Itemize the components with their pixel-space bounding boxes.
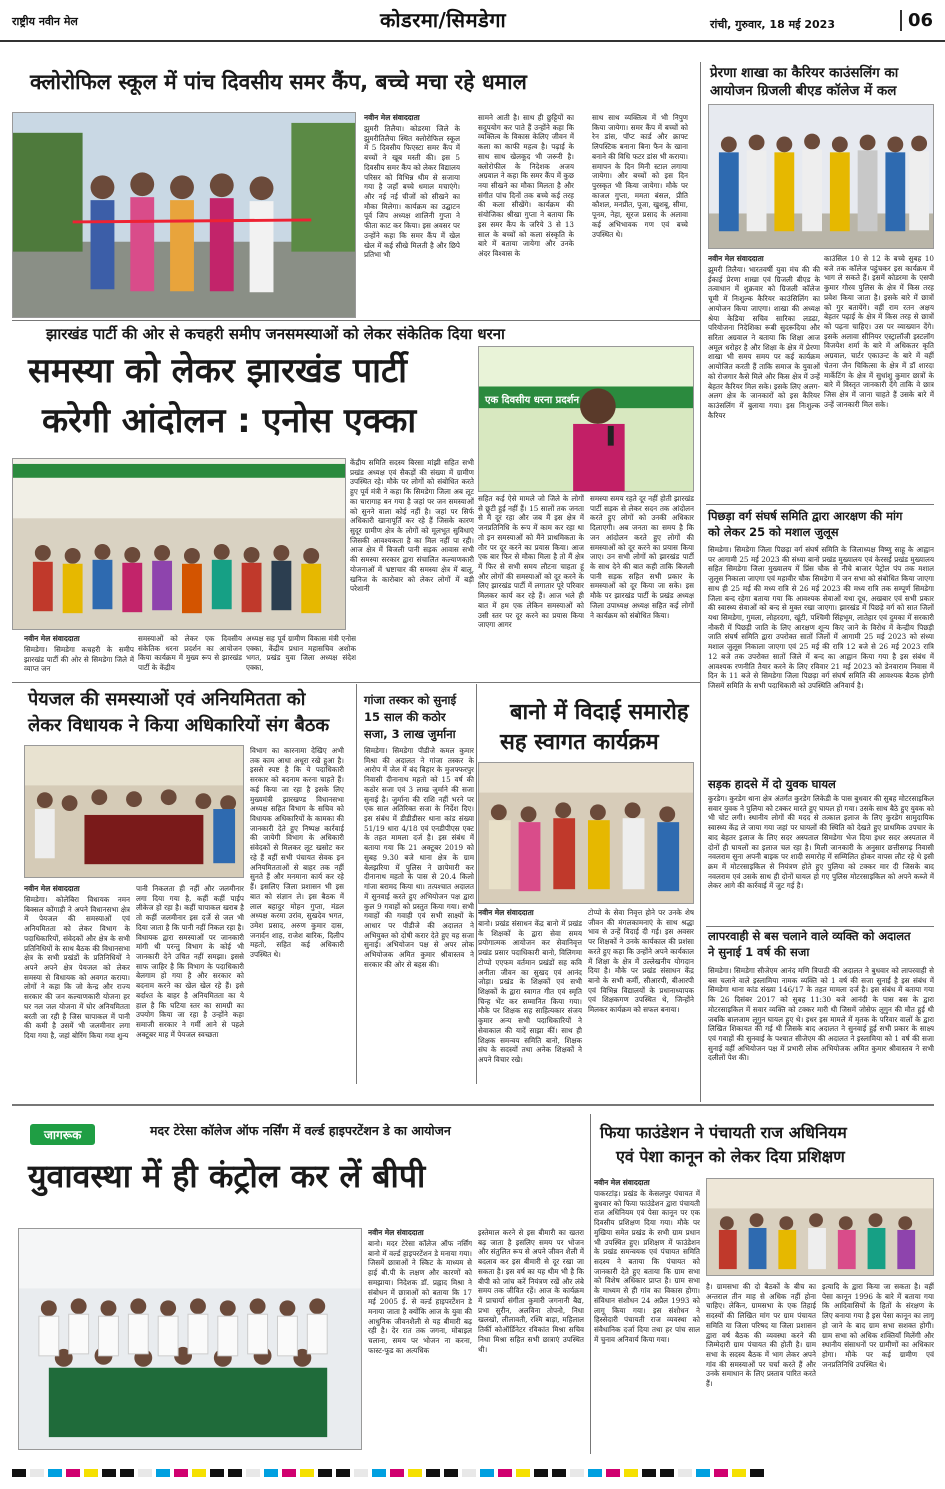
- color-swatch: [516, 1469, 530, 1477]
- color-swatch: [318, 1469, 332, 1477]
- color-swatch: [426, 1469, 440, 1477]
- story2-column-a: सिमडेगा। सिमडेगा कचहरी के समीप झारखंड पार्टी की ओर से सिमडेगा जिले में व्याप्त जन: [24, 645, 134, 674]
- story9-headline-line1: बानो में विदाई समारोह: [510, 700, 689, 725]
- color-swatch: [84, 1469, 98, 1477]
- color-swatch: [624, 1469, 638, 1477]
- color-swatch: [138, 1469, 152, 1477]
- color-swatch: [66, 1469, 80, 1477]
- story8-headline-line1: गांजा तस्कर को सुनाई: [364, 693, 457, 707]
- story8-body: सिमडेगा। सिमडेगा पीडीजे कमल कुमार मिश्रा की अदालत ने गांजा तस्कर के आरोप में जेल में बंद बिहार के मुजफ्फरपुर निवासी दीनानाथ महतो को 15 वर्ष की कठोर सजा एवं 3 लाख जुर्माने की सजा सुनाई है। जुर्माना की राशि नहीं भरने पर एक साल अतिरिक्त सजा के निर्देश दिए। इस संबंध में डीडीडीसर थाना कांड संख्या 51/19 धारा 4/18 एवं एनडीपीएस एक्ट के तहत मामला दर्ज है। इस संबंध में बताया गया कि 21 अक्टूबर 2019 को सुबह 9.30 बजे थाना क्षेत्र के ग्राम बेलझरिया में पुलिस ने छापेमारी कर दीनानाथ महतो के पास से 20.4 किलो गांजा बरामद किया था। तत्पश्चात अदालत में सुनवाई करते हुए अभियोजन पक्ष द्वारा कुल 9 गवाहों को प्रस्तुत किया गया। सभी गवाहों की गवाही एवं सभी साक्ष्यों के आधार पर पीडीजे की अदालत ने अभियुक्त को दोषी करार देते हुए यह सजा सुनाई। अभियोजन पक्ष से अपर लोक अभियोजक अमित कुमार श्रीवास्तव ने सरकार की ओर से बहस की।: [364, 746, 474, 969]
- story1-column-2: सामने आती है। साथ ही छुट्टियों का सदुपयोग कर पाते हैं उन्होंने कहा कि व्यक्तित्व के विकास केलिए जीवन में कला का काफी महत्व है। पढ़ाई के साथ साथ खेलकूद भी जरूरी है। क्लोरोफील के निदेशक अजय अग्रवाल ने कहा कि समर कैंप में कुछ नया सीखने का मौका मिलता है और संगीत पांच दिनों तक बच्चे कई तरह की कला सीखेंगे। कार्यक्रम की संयोजिका श्रीखा गुप्ता ने बताया कि इस समर कैंप के जरिये 3 से 13 साल के बच्चों को कला संस्कृति के बारे में बताया जायेगा और उनके अंदर विश्वास के: [478, 113, 574, 259]
- right-rule-1: [706, 504, 934, 505]
- story3-headline-line1: प्रेरणा शाखा का कैरियर काउंसलिंग का: [710, 65, 899, 81]
- color-swatch: [570, 1469, 584, 1477]
- story9-headline-line2: सह स्वागत कार्यक्रम: [500, 730, 659, 755]
- story2-photo-crowd: [12, 458, 346, 630]
- bottom-column-rule: [590, 1114, 591, 1454]
- story11-byline: नवीन मेल संवाददाता: [594, 1178, 650, 1187]
- story6-headline-line2: ने सुनाई 1 वर्ष की सजा: [708, 945, 810, 959]
- story2-column-c: अध्यक्ष सह पूर्व ग्रामीण विकास मंत्री एनोस एक्का, केंद्रीय प्रधान महासचिव अशोक भगत, प्रखंड युवा जिला अध्यक्ष संदेश एक्का,: [246, 634, 356, 673]
- masthead: [0, 0, 945, 42]
- story10-column-2: इस्तेमाल करने से इस बीमारी का खतरा बढ़ जाता है इसलिए समय पर भोजन और संतुलित रूप से अपने जीवन शैली में बदलाव कर इस बीमारी से दूर रखा जा सकता है। इस वर्ष का यह थीम भी है कि बीपी को जांच करें नियंत्रण रखें और लंबे समय तक जीवित रहें। आज के कार्यक्रम में प्राचार्या संगीता कुमारी जगनानी बैद्य, प्रभा सुरीन, अलविना तोपनो, निधा खलखो, लीलावती, रश्मि बाड़ा, महिलाल तिर्की कोऑर्डिनेटर रविकांत मिश्रा सचिव निधा मिश्रा सहित सभी छात्राएं उपस्थित थी।: [478, 1228, 584, 1354]
- color-swatch: [120, 1469, 134, 1477]
- story7-byline: नवीन मेल संवाददाता: [24, 884, 80, 893]
- story9-photo: [478, 762, 694, 904]
- story9-column-2: टोप्पो के सेवा निवृत्त होने पर उनके शेष जीवन की मंगलकामनाएं के साथ श्रद्धा भाव से उन्हें विदाई दी गई। इस अवसर पर शिक्षकों ने उनके कार्यकाल की प्रशंसा करते हुए कहा कि उन्होंने अपने कार्यकाल में शिक्षा के क्षेत्र में उल्लेखनीय योगदान दिया है। मौके पर प्रखंड संसाधन केंद्र बानो के सभी कर्मी, सीआरपी, बीआरपी एवं विभिन्न विद्यालयों के प्रधानाध्यापक एवं शिक्षकगण उपस्थित थे, जिन्होंने मिलकर कार्यक्रम को सफल बनाया।: [588, 908, 694, 1015]
- story3-photo: [708, 104, 934, 249]
- story11-headline-line2: एवं पेशा कानून को लेकर दिया प्रशिक्षण: [616, 1147, 845, 1166]
- story4-headline-line1: पिछड़ा वर्ग संघर्ष समिति द्वारा आरक्षण की मांग: [708, 509, 903, 523]
- story1-headline: क्लोरोफिल स्कूल में पांच दिवसीय समर कैंप, बच्चे मचा रहे धमाल: [30, 70, 527, 94]
- row-rule-1: [12, 320, 700, 321]
- color-swatch: [732, 1469, 746, 1477]
- section-title: कोडरमा/सिमडेगा: [380, 8, 507, 32]
- color-swatch: [246, 1469, 260, 1477]
- row-rule-2: [12, 682, 700, 683]
- story2-headline-line1: समस्या को लेकर झारखंड पार्टी: [28, 351, 407, 391]
- story10-photo: [18, 1228, 362, 1450]
- color-swatch: [210, 1469, 224, 1477]
- color-swatch: [102, 1469, 116, 1477]
- color-swatch: [444, 1469, 458, 1477]
- story2-column-f: समस्या समय रहते दूर नहीं होती झारखंड पार्टी सड़क से लेकर सदन तक आंदोलन करते हुए लोगों को उनकी अधिकार दिलाएगी। अब जनता का समय है कि जन आंदोलन करते हुए लोगों की समस्याओं को दूर करने का प्रयास किया जाए। उन सभी लोगों को झारखंड पार्टी के साथ देने की बात कही ताकि बिजली पानी सड़क सहित सभी प्रकार के समस्याओं को दूर किया जा सके। इस मौके पर झारखंड पार्टी के प्रखंड अध्यक्ष जिला उपाध्यक्ष अध्यक्ष सहित कई लोगों ने कार्यक्रम को संबोधित किया।: [590, 494, 694, 620]
- column-rule-mid-left: [356, 684, 357, 1084]
- color-swatch: [228, 1469, 242, 1477]
- color-swatch: [282, 1469, 296, 1477]
- story11-photo: [706, 1178, 934, 1276]
- right-rule-2: [706, 926, 934, 927]
- story2-column-b: समस्याओं को लेकर एक दिवसीय संकेतिक धरना प्रदर्शन का आयोजन किया कार्यक्रम में मुख्य रूप से झारखंड पार्टी के केंद्रीय: [138, 634, 242, 673]
- story2-column-d: केंद्रीय समिति सदस्य बिरसा मांझी सहित सभी प्रखंड अध्यक्ष एवं सैकड़ों की संख्या में ग्रामीण उपस्थित रहे। मौके पर लोगों को संबोधित करते हुए पूर्व मंत्री ने कहा कि सिमडेगा जिला अब लूट का चारागाह बन गया है जहां पर जन समस्याओं को सुनने वाला कोई नहीं है। जहां पर सिर्फ अधिकारी खानापूर्ति कर रहे हैं जिसके कारण सुदूर ग्रामीण क्षेत्र के लोगों को मूलभूत सुविधाएं जिसकी आवश्यकता है का मिल नहीं पा रही। आज क्षेत्र में बिजली पानी सड़क आवास सभी की समस्या सरकार द्वारा संचालित कल्याणकारी योजनाओं में भ्रष्टाचार की समस्या क्षेत्र में बालू, खनिज के कारोबार को लेकर लोगों में बड़ी परेशानी: [350, 458, 474, 594]
- page-number: 06: [900, 10, 933, 31]
- story7-photo: [24, 745, 244, 878]
- story7-headline-line1: पेयजल की समस्याओं एवं अनियमितता को: [28, 689, 306, 710]
- color-swatch: [534, 1469, 548, 1477]
- story6-body: सिमडेगा। सिमडेगा सीजेएम आनंद मणि त्रिपाठी की अदालत ने बुधवार को लापरवाही से बस चलाने वाले इस्लामिया नामक व्यक्ति को 1 वर्ष की सजा सुनाई है इस संबंध में सिमडेगा थाना कांड संख्या 146/17 के तहत मामला दर्ज है। इस संबंध में बताया गया कि 26 दिसंबर 2017 को सुबह 11:30 बजे आनंदी के पास बस के द्वारा मोटरसाइकिल में सवार व्यक्ति को टक्कर मारी थी जिसमें जोसेफ लूगुन की मौत हुई थी जबकि बालजाम लूगुन घायल हुए थे। इधर इस मामले में मृतक के परिवार वालों के द्वारा लिखित शिकायत की गई थी जिसके बाद अदालत ने सुनवाई हुई सभी प्रकार के साक्ष्य एवं गवाहों की सुनवाई के पश्चात सीजेएम की अदालत ने इस्लामिया को 1 वर्ष की सजा सुनाई वहीं अभियोजन पक्ष में प्रभारी लोक अभियोजक अमित कुमार श्रीवास्तव ने सभी दलीलों पेश की।: [708, 966, 934, 1063]
- registration-color-strip: [12, 1468, 932, 1478]
- color-swatch: [156, 1469, 170, 1477]
- story5-body: कुरडेग। कुरडेग थाना क्षेत्र अंतर्गत कुरडेग लिकेडी के पास बुधवार की सुबह मोटरसाइकिल सवार युवक ने पुलिया को टक्कर मारते हुए घायल हो गया। उसके साथ बैठे हुए युवक को भी चोट लगी। स्थानीय लोगों की मदद से तत्काल इलाज के लिए कुरडेग सामुदायिक स्वास्थ्य केंद्र ले जाया गया जहां पर घायलों की स्थिति को देखते हुए प्राथमिक उपचार के बाद बेहतर इलाज के लिए सदर अस्पताल सिमडेगा भेज दिया इधर सदर अस्पताल में दोनों ही घायलों का इलाज चल रहा है। मिली जानकारी के अनुसार छत्तीसगढ़ निवासी नवलराम सुना अपनी बाइक पर शादी समारोह में सम्मिलित होकर वापस लौट रहे थे इसी क्रम में मोटरसाइकिल से नियंत्रण होते हुए पुलिया को टक्कर मार दी जिसके बाद नवलराम एवं उसके साथ ही दोनों घायल हो गए पुलिस मोटरसाइकिल को अपने कब्जे में लेकर आगे की कार्रवाई में जुट गई है।: [708, 794, 934, 891]
- story2-kicker: झारखंड पार्टी की ओर से कचहरी समीप जनसमस्याओं को लेकर संकेतिक दिया धरना: [46, 325, 505, 343]
- story7-headline-line2: लेकर विधायक ने किया अधिकारियों संग बैठक: [28, 715, 330, 736]
- column-rule-mid-right: [476, 684, 477, 1084]
- color-swatch: [480, 1469, 494, 1477]
- story3-headline-line2: आयोजन ग्रिजली बीएड कॉलेज में कल: [710, 83, 897, 99]
- story1-column-1: झुमरी तिलैया। कोडरमा जिले के झुमरीतिलैया स्थित क्लोरोफिल स्कूल में 5 दिवसीय फिएस्टा समर कैंप में बच्चों ने खूब मस्ती की। इस 5 दिवसीय समर कैंप को लेकर विद्यालय परिसर को विभिन्न थीम से सजाया गया है जहाँ बच्चे धमाल मचाएंगे। और नई नई चीजों को सीखने का मौका मिलेगा। कार्यक्रम का उद्घाटन पूर्व जिप अध्यक्ष शालिनी गुप्ता ने फीता काट कर किया। इस अवसर पर उन्होंने कहा कि समर कैंप में खेल खेल में कई सीखे मिलती है और छिपे प्रतिभा भी: [364, 124, 460, 260]
- story7-column-2: पानी निकलता ही नहीं और जलमीनार लगा दिया गया है, कहीं कहीं पाईप लीकेज हो रहा है। कहीं चापाकल खराब है तो कहीं जलमीनार इस दर्जे से जल भी दिया जाता है कि पानी नहीं निकल रहा है। विधायक द्वारा समस्याओं पर जानकारी मांगी थी परन्तु विभाग के कोई भी जानकारी देने उचित नहीं समझा। इससे साफ जाहिर है कि विभाग के पदाधिकारी बेलगाम हो गया है और सरकार को बदनाम करने का खेल खेल रहे हैं। इसे बर्दाश्त के बाहर है अनियमितता का ये हाल है कि घटिया स्तर का सामग्री का उपयोग किया जा रहा है उन्होंने कहा समाजी सरकार ने गर्मी आने से पहले अक्टूबर माह में पेयजल स्वच्छता: [136, 884, 244, 1039]
- story3-byline: नवीन मेल संवाददाता: [708, 254, 764, 263]
- color-swatch: [192, 1469, 206, 1477]
- story1-byline: नवीन मेल संवाददाता: [364, 113, 420, 122]
- color-swatch: [660, 1469, 674, 1477]
- story4-headline-line2: को लेकर 25 को मशाल जुलूस: [708, 525, 839, 539]
- color-swatch: [48, 1469, 62, 1477]
- story10-byline: नवीन मेल संवाददाता: [368, 1228, 424, 1237]
- story5-headline: सड़क हादसे में दो युवक घायल: [708, 777, 836, 791]
- color-swatch: [462, 1469, 476, 1477]
- story10-kicker: मदर टेरेसा कॉलेज ऑफ नर्सिंग में वर्ल्ड हाइपरटेंशन डे का आयोजन: [150, 1123, 451, 1138]
- story2-photo-speaker: [478, 346, 694, 492]
- story11-column-2: है। ग्रामसभा की दो बैठकों के बीच का अन्तराल तीन माह से अधिक नहीं होना चाहिए। लेकिन, ग्रामसभा के एक तिहाई सदस्यों की लिखित मांग पर ग्राम पंचायत समिति या जिला परिषद या जिला प्रशासन द्वारा वर्ष बैठक की व्यवस्था करने की जिम्मेदारी ग्राम पंचायत की होती है। ग्राम सभा के सदस्य बैठक में भाग लेकर अपने गांव की समस्याओं पर चर्चा करते हैं और उनके समाधान के लिए प्रस्ताव पारित करते हैं।: [706, 1282, 816, 1389]
- column-rule-right: [700, 62, 701, 1102]
- story4-body: सिमडेगा। सिमडेगा जिला पिछड़ा वर्ग संघर्ष समिति के जिलाध्यक्ष विष्णु साहू के आह्वान पर आगामी 25 मई 2023 की संध्या बानो प्रखंड मुख्यालय एवं केरसई प्रखंड मुख्यालय सहित सिमडेगा जिला मुख्यालय में प्रिंस चौक से नीचे बाजार पेट्रोल पंप तक मशाल जुलूस निकाला जाएगा एवं महावीर चौक सिमडेगा में जन सभा को संबोधित किया जाएगा साथ ही 25 मई की मध्य रात्रि से 26 मई 2023 की मध्य रात्रि तक सम्पूर्ण सिमडेगा जिला बन्द रहेगा बताया गया कि आवश्यक सेवाओं यथा दूध, अखबार एवं सभी प्रकार की स्वास्थ्य सेवाओं को बन्द से मुक्त रखा जाएगा। झारखंड में पिछड़े वर्ग को सात जिलों यथा सिमडेगा, गुमला, लोहरदगा, खूंटी, पश्चिमी सिंहभूम, लातेहार एवं दुमका में सरकारी नौकरी में पिछड़ी जाति के लिए आरक्षण शून्य किए जाने के विरोध में केन्द्रीय पिछड़ी जाति संघर्ष समिति द्वारा उपरोक्त सातों जिलों में आगामी 25 मई 2023 को संध्या मशाल जुलूस निकाला जाएगा एवं 25 मई की रात्रि 12 बजे से 26 मई 2023 रात्रि 12 बजे तक उपरोक्त सातों जिले में बन्द का आह्वान किया गया है इस संबंध में आवश्यक रणनीति तैयार करने के लिए रविवार 21 मई 2023 को डेनवाराम निवास में दिन के 11 बजे से सिमडेगा जिला पिछड़ा वर्ग संघर्ष समिति की आवश्यक बैठक होगी जिसमें समिति के सभी पदाधिकारी को उपस्थिति अनिवार्य है।: [708, 545, 934, 691]
- story11-column-1: पाकरटांड़। प्रखंड के केसलपुर पंचायत में बुधवार को फिया फाउंडेशन द्वारा पंचायती राज अधिनियम एवं पेसा कानून पर एक दिवसीय प्रशिक्षण दिया गया। मौके पर मुखिया समेत प्रखंड के सभी ग्राम प्रधान भी उपस्थित हुए। प्रशिक्षण में फाउंडेशन के प्रखंड समन्वयक एवं पंचायत समिति सदस्य ने बताया कि पंचायत को जानकारी देते हुए बताया कि ग्राम सभा को विशेष अधिकार प्राप्त है। ग्राम सभा के माध्यम से ही गांव का विकास होगा। संविधान संशोधन 24 अप्रैल 1993 को लागू किया गया। इस संशोधन ने हिस्सेदारी पंचायती राज व्यवस्था को संवैधानिक दर्जा दिया तथा हर पांच साल में चुनाव अनिवार्य किया गया।: [594, 1189, 700, 1344]
- color-swatch: [336, 1469, 350, 1477]
- color-swatch: [678, 1469, 692, 1477]
- color-swatch: [588, 1469, 602, 1477]
- story2-headline-line2: करेगी आंदोलन : एनोस एक्का: [42, 401, 417, 441]
- color-swatch: [642, 1469, 656, 1477]
- story7-column-1: सिमडेगा। कोलेबिरा विधायक नमन बिक्सल कोंगाड़ी ने अपने विधानसभा क्षेत्र में पेयजल की समस्याओं एवं अनियमितता को लेकर विभाग के पदाधिकारियों, संवेदकों और क्षेत्र के सभी प्रतिनिधियों के साथ बैठक की विधानसभा क्षेत्र के सभी प्रखंडों के प्रतिनिधियों ने अपने अपने क्षेत्र पेयजल को लेकर समस्या से विधायक को अवगत कराया। लोगों ने कहा कि जो केन्द्र और राज्य सरकार की जन कल्याणकारी योजना हर घर नल जल योजना में घोर अनियमितता बरती जा रही है जिस चापाकल में पानी की कमी है उसमें भी जलमीनार लगा दिया गया है, जहां बोरिंग किया गया शुन्य: [24, 895, 130, 1041]
- story9-column-1: बानो। प्रखंड संसाधन केंद्र बानो में प्रखंड के शिक्षकों के द्वारा सेवा समय प्रयोगात्मक आयोजन कर सेवानिवृत्त प्रखंड प्रसार पदाधिकारी बानो, विलिगमा टोप्पो एएफम वर्तमान प्रखंडों सह कवि अनीता जीवन का सुखद एवं आनंद जोड़ा। प्रखंड के शिक्षकों एवं सभी शिक्षकों के द्वारा स्वागत गीत एवं स्मृति चिन्ह भेंट कर सम्मानित किया गया। मौके पर शिक्षक सह साहित्यकार संजय कुमार अन्य सभी पदाधिकारियों ने सेवाकाल की यादें साझा कीं। साथ ही शिक्षक समन्वय समिति बानो, शिक्षक संघ के सदस्यों तथा अनेक शिक्षकों ने अपने विचार रखे।: [478, 919, 582, 1065]
- color-swatch: [606, 1469, 620, 1477]
- story3-column-1: झुमरी तिलैया। भारतवर्षी युवा मंच की की ईकाई प्रेरणा शाखा एवं ग्रिजली बीएड के तत्वाधान में शुक्रवार को ग्रिजली कॉलेज चूमी में निःशुल्क कैरियर काउंसिलिंग का आयोजन किया जाएगा। शाखा की अध्यक्ष श्रेया केडिया सचिव सारिका लडढा, परियोजना निदेशिका रूबी सुदरूदिया और सरिता अग्रवाल ने बताया कि शिक्षा आज अमूल धरोहर है और शिक्षा के क्षेत्र में प्रेरणा शाखा भी समय समय पर कई कार्यक्रम आयोजित करती हैं ताकि समाज के युवाओं को रोजगार कैसे मिले और किस क्षेत्र में उन्हें बेहतर कैरियर मिल सके। इसके लिए अलग-अलग क्षेत्र के जानकारों को इस कैरियर काउंसलिंग में बुलाया गया। इस निःशुल्क कैरियर: [708, 265, 820, 420]
- color-swatch: [498, 1469, 512, 1477]
- story7-column-3: विभाग का कारनामा देखिए अभी तक काम आधा अधूरा रखे हुआ है। इससे स्पष्ट है कि ये पदाधिकारी सरकार को बदनाम करना चाहते हैं। कई किया जा रहा है इसके लिए मुख्यमंत्री झारखण्ड विधानसभा अध्यक्ष सहित विभाग के सचिव को विधायक अधिकारियों के कामका की जानकारी देते हुए निष्पक्ष कार्रवाई की जायेगी विभाग के अधिकारी संवेदकों से मिलकर लूट खसोट कर रहे हैं वहीं सभी पंचायत सेवक इन अनियमितताओं से बाहर तक नहीं सुनते हैं और मनमाना कार्य कर रहे हैं। इसलिए जिला प्रशासन भी इस बात को संज्ञान ले। इस बैठक में लाल बहादुर मोहन गुप्ता, मंडल अध्यक्ष करमा उरांव, सुखदेव भगत, उमेश प्रसाद, अरुण कुमार दास, जनार्दन शाह, राजेश बारिक, दिलीप महतो, सहित कई अधिकारी उपस्थित थे।: [250, 746, 344, 960]
- row-rule-3: [12, 1104, 934, 1106]
- story3-column-2: काउंसिल 10 से 12 के बच्चे सुबह 10 बजे तक कॉलेज पहुंचकर इस कार्यक्रम में भाग ले सकते हैं। इसमें कोडरमा के एसपी कुमार गौरव पुलिस के क्षेत्र में किस तरह प्रवेश किया जाता है। इसके बारे में छात्रों को गुर बतायेंगे। वहीं राम रतन अक्षय बेहतर पढ़ाई के क्षेत्र में किस तरह से छात्रों को पढ़ना चाहिए। उस पर व्याख्यान देंगे। इसके अलावा सीनियर एस्ट्रालॉजी इस्टलॉग विजयेश शर्मा के बारे में अधिकतर कृति अग्रवाल, चार्टर एकाउन्ट के बारे में वहीं चेतना जैन चिकित्सा के क्षेत्र में डॉ शारदा मार्केटिंग के क्षेत्र में सुधांशु कुमार छात्रों के बारे में विस्तृत जानकारी देंगे ताकि वे छात्र जिस क्षेत्र में जाना चाहते हैं उसके बारे में उन्हें जानकारी मिल सके।: [824, 254, 934, 409]
- color-swatch: [354, 1469, 368, 1477]
- color-swatch: [12, 1469, 26, 1477]
- color-swatch: [696, 1469, 710, 1477]
- story8-headline-line3: सजा, 3 लाख जुर्माना: [364, 727, 456, 741]
- newspaper-brand: राष्ट्रीय नवीन मेल: [12, 15, 78, 28]
- color-swatch: [30, 1469, 44, 1477]
- color-swatch: [750, 1469, 764, 1477]
- color-swatch: [552, 1469, 566, 1477]
- story2-banner-text: एक दिवसीय धरना प्रदर्शन: [485, 395, 579, 406]
- story11-column-3: इत्यादि के द्वारा किया जा सकता है। वहीं पेसा कानून 1996 के बारे में बताया गया कि आदिवासियों के हितों के संरक्षण के लिए बनाया गया है इस पेसा कानून का लागू हो जाने के बाद ग्राम सभा सशक्त होगी। ग्राम सभा को अधिक शक्तियाँ मिलेंगी और स्थानीय संसाधनों पर ग्रामीणों का अधिकार होगा। मौके पर कई ग्रामीण एवं जनप्रतिनिधि उपस्थित थे।: [822, 1282, 934, 1369]
- dateline: रांची, गुरुवार, 18 मई 2023: [710, 18, 835, 31]
- color-swatch: [408, 1469, 422, 1477]
- color-swatch: [372, 1469, 386, 1477]
- story2-column-e: सहित कई ऐसे मामले जो जिले के लोगों से छूटी हुई नहीं हैं। 15 सालों तक जनता से मैं दूर रहा और जब मैं इस क्षेत्र में जनप्रतिनिधि के रूप में काम कर रहा था तो इन समस्याओं को मैंने प्राथमिकता के तौर पर दूर करने का प्रयास किया। आज एक बार फिर से मौका मिला है तो मैं क्षेत्र में फिर से सभी समय लौटना चाहता हूं और लोगों की समस्याओं को दूर करने के लिए झारखंड पार्टी में लगातार पूरे परिवार मिलकर कार्य कर रहे हैं। आज भले ही बात में हम एक लेकिन समस्याओं को उसी स्तर पर दूर करने का प्रयास किया जाएगा आगर: [478, 494, 584, 630]
- story10-column-1: बानो। मदर टेरेसा कॉलेज ऑफ नर्सिंग बानो में वर्ल्ड हाइपरटेंशन डे मनाया गया। जिसमें छात्राओं ने स्किट के माध्यम से हाई बी.पी के लक्षण और कारणों को समझाया। निदेशक डॉ. प्रह्लाद मिश्रा ने संबोधन में छात्राओं को बताया कि 17 मई 2005 ई. से वर्ल्ड हाइपरटेंशन डे मनाया जाता है क्योंकि आज के युवा की आधुनिक जीवनशैली से यह बीमारी बढ़ रही है। देर रात तक जगना, मोबाइल चलाना, समय पर भोजन ना करना, फास्ट-फूड का अत्यधिक: [368, 1239, 472, 1355]
- color-swatch: [390, 1469, 404, 1477]
- color-swatch: [174, 1469, 188, 1477]
- color-swatch: [264, 1469, 278, 1477]
- color-swatch: [300, 1469, 314, 1477]
- story10-tag: जागरूक: [30, 1124, 95, 1145]
- story11-headline-line1: फिया फाउंडेशन ने पंचायती राज अधिनियम: [600, 1123, 847, 1142]
- story9-byline: नवीन मेल संवाददाता: [478, 908, 534, 917]
- story10-headline: युवावस्था में ही कंट्रोल कर लें बीपी: [28, 1157, 426, 1195]
- story8-headline-line2: 15 साल की कठोर: [364, 710, 446, 724]
- story6-headline-line1: लापरवाही से बस चलाने वाले व्यक्ति को अदालत: [708, 929, 911, 943]
- story1-column-3: साथ साथ व्यक्तित्व में भी निपुण किया जायेगा। समर कैंप में बच्चों को रेन डांस, पॉप्ट कार्ड और क्राफ्ट लिपस्टिक बनाना बिना फैन के खाना बनाने की विधि फटर डांस भी कराया। समापन के दिन मिनी स्टाल लगाया जायेगा। और बच्चों को इस दिन पुरस्कृत भी किया जायेगा। मौके पर काजल गुप्ता, ममता बंसल, प्रीति कौशल, मनप्रीत, पूजा, खुशबू, सीमा, पूनम, नेहा, सूरज प्रसाद के अलावा कई अभिभावक गण एवं बच्चे उपस्थित थे।: [592, 113, 688, 239]
- color-swatch: [714, 1469, 728, 1477]
- story1-photo: [12, 112, 356, 318]
- story2-byline: नवीन मेल संवाददाता: [24, 634, 80, 643]
